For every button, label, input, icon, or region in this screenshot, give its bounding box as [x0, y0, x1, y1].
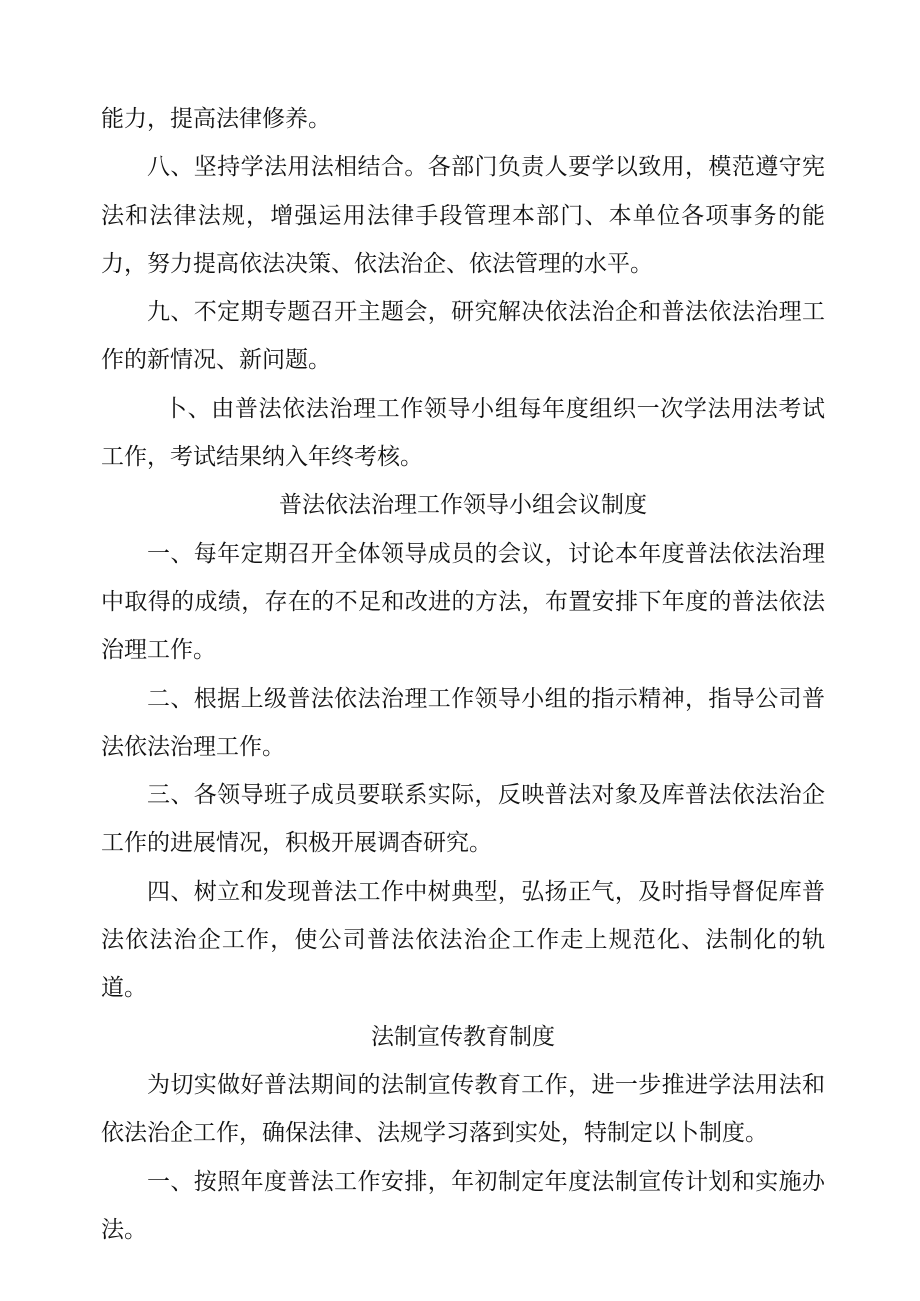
section-heading-education-system: 法制宣传教育制度	[371, 1023, 555, 1050]
paragraph-meeting-item-4: 四、树立和发现普法工作中树典型，弘扬正气，及时指导督促库普法依法治企工作，使公司普法依法治企工作走上规范化、法制化的轨道。	[101, 878, 825, 1002]
paragraph-education-intro: 为切实做好普法期间的法制宣传教育工作，进一步推进学法用法和依法治企工作，确保法律、法规学习落到实处，特制定以卜制度。	[101, 1071, 825, 1147]
paragraph-item-10: 卜、由普法依法治理工作领导小组每年度组织一次学法用法考试工作，考试结果纳入年终考核。	[101, 395, 825, 471]
paragraph-meeting-item-1: 一、每年定期召开全体领导成员的会议，讨论本年度普法依法治理中取得的成绩，存在的不足和改进的方法，布置安排下年度的普法依法治理工作。	[101, 540, 825, 664]
paragraph-meeting-item-2: 二、根据上级普法依法治理工作领导小组的指示精神，指导公司普法依法治理工作。	[101, 685, 825, 760]
document-page	[101, 95, 825, 1254]
paragraph-continuation: 能力，提高法律修养。	[101, 106, 331, 132]
paragraph-item-9: 九、不定期专题召开主题会，研究解决依法治企和普法依法治理工作的新情况、新问题。	[101, 299, 825, 374]
section-heading-meeting-system: 普法依法治理工作领导小组会议制度	[279, 492, 647, 519]
paragraph-item-8: 八、坚持学法用法相结合。各部门负责人要学以致用，模范遵守宪法和法律法规，增强运用法律手段管理本部门、本单位各项事务的能力，努力提高依法决策、依法治企、依法管理的水平。	[101, 154, 825, 277]
paragraph-education-item-1: 一、按照年度普法工作安排，年初制定年度法制宣传计划和实施办法。	[101, 1168, 825, 1243]
paragraph-meeting-item-3: 三、各领导班子成员要联系实际，反映普法对象及库普法依法治企工作的进展情况，积极开展调杳研究。	[101, 782, 825, 857]
